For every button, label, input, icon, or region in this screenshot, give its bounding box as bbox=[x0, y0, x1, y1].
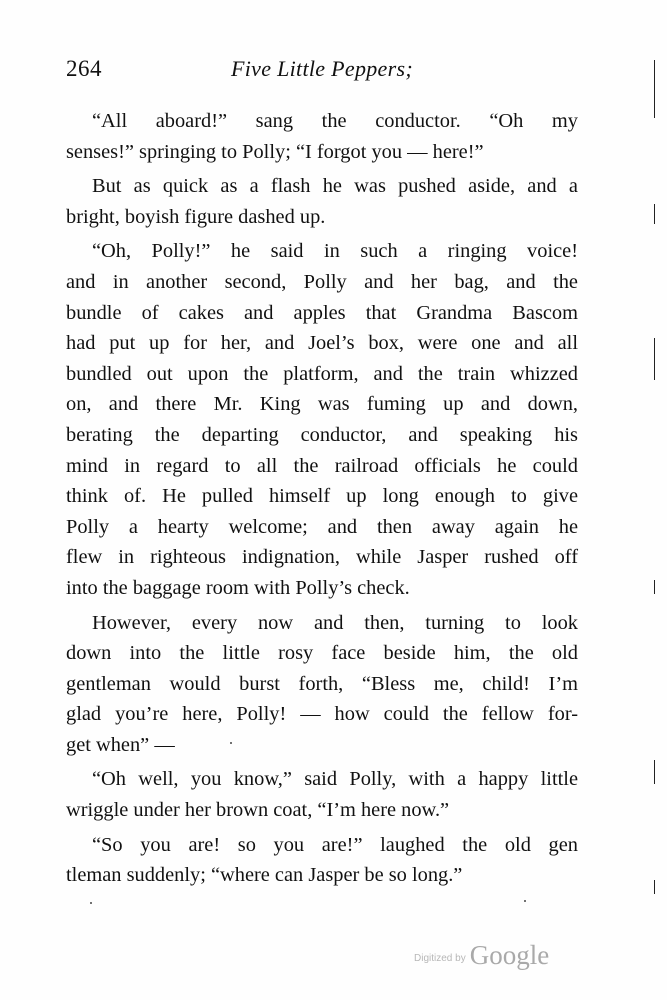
paragraph bbox=[66, 171, 578, 232]
text-line: think of. He pulled himself up long enough to give bbox=[66, 485, 578, 508]
watermark-label: Digitized by bbox=[414, 953, 466, 964]
text-line: down into the little rosy face beside him, the old bbox=[66, 642, 578, 665]
text-line: mind in regard to all the railroad officials he could bbox=[66, 454, 578, 477]
text-line: “All aboard!” sang the conductor. “Oh my bbox=[92, 110, 578, 132]
google-logo: Google bbox=[469, 940, 550, 970]
page-edge-mark bbox=[654, 338, 655, 380]
text-line: and in another second, Polly and her bag, and the bbox=[66, 270, 578, 293]
paragraph bbox=[66, 106, 578, 167]
text-line: tleman suddenly; “where can Jasper be so long.” bbox=[66, 864, 463, 887]
text-line: bright, boyish figure dashed up. bbox=[66, 205, 326, 228]
text-line: wriggle under her brown coat, “I’m here now.” bbox=[66, 799, 450, 822]
ink-speck bbox=[230, 742, 232, 744]
text-line: Polly a hearty welcome; and then away again he bbox=[66, 515, 578, 538]
google-watermark bbox=[414, 940, 549, 971]
text-line: on, and there Mr. King was fuming up and down, bbox=[66, 393, 578, 416]
text-line: into the baggage room with Polly’s check. bbox=[66, 576, 410, 599]
paragraph bbox=[66, 236, 578, 603]
text-line: glad you’re here, Polly! — how could the fellow for- bbox=[66, 703, 578, 726]
text-line: gentleman would burst forth, “Bless me, child! I’m bbox=[66, 672, 578, 695]
ink-speck bbox=[524, 900, 526, 902]
text-line: But as quick as a flash he was pushed aside, and a bbox=[92, 175, 578, 198]
page-edge-mark bbox=[654, 880, 655, 894]
text-line: bundle of cakes and apples that Grandma Bascom bbox=[66, 301, 578, 324]
page-edge-mark bbox=[654, 60, 655, 118]
text-line: “So you are! so you are!” laughed the old gen bbox=[92, 833, 578, 856]
paragraph bbox=[66, 608, 578, 761]
text-line: get when” — bbox=[66, 733, 175, 756]
paragraph bbox=[66, 830, 578, 891]
text-line: However, every now and then, turning to look bbox=[92, 611, 578, 634]
page-edge-mark bbox=[654, 580, 655, 594]
page-edge-mark bbox=[654, 204, 655, 224]
page-number: 264 bbox=[66, 56, 102, 81]
text-line: had put up for her, and Joel’s box, were one and all bbox=[66, 332, 578, 355]
text-line: bundled out upon the platform, and the train whizzed bbox=[66, 362, 578, 385]
text-line: flew in righteous indignation, while Jasper rushed off bbox=[66, 546, 578, 569]
ink-speck bbox=[90, 902, 92, 904]
text-line: senses!” springing to Polly; “I forgot you — here!” bbox=[66, 140, 484, 163]
text-line: “Oh well, you know,” said Polly, with a happy little bbox=[92, 768, 578, 791]
paragraph bbox=[66, 764, 578, 825]
page-edge-mark bbox=[654, 760, 655, 784]
page-header bbox=[66, 56, 578, 90]
text-line: berating the departing conductor, and speaking his bbox=[66, 423, 578, 446]
body-text bbox=[66, 106, 578, 891]
text-line: “Oh, Polly!” he said in such a ringing voice! bbox=[92, 240, 578, 263]
running-title: Five Little Peppers; bbox=[231, 56, 413, 81]
